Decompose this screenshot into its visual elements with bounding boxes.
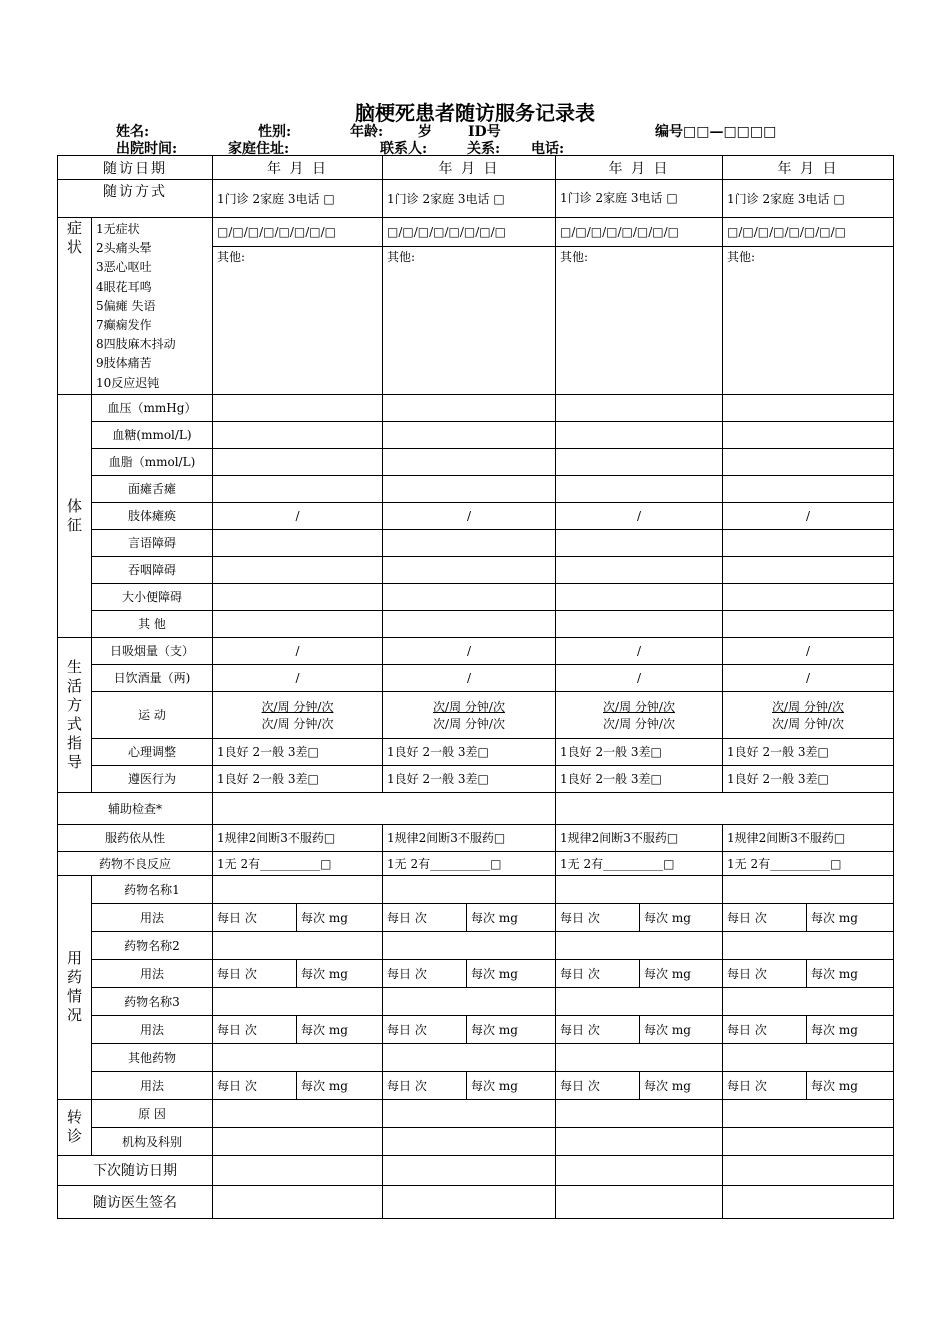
adverse-4[interactable]: 1无 2有__________□ (723, 851, 894, 875)
adverse-2[interactable]: 1无 2有__________□ (383, 851, 556, 875)
visit-date-3[interactable]: 年 月 日 (556, 156, 723, 180)
discharge-label: 出院时间: (116, 141, 178, 157)
visit-date-label: 随访日期 (58, 156, 213, 180)
sign-row (58, 556, 894, 583)
relation-label: 关系: (467, 141, 501, 157)
symptom-item: 9肢体痛苦 (96, 356, 152, 371)
drink-4[interactable]: / (723, 664, 894, 691)
institution-cell[interactable] (556, 1127, 723, 1155)
drug2-row (58, 931, 894, 959)
symptom-boxes-3[interactable]: □/□/□/□/□/□/□/□ (556, 218, 723, 247)
sign-row (58, 610, 894, 637)
symptom-item: 5偏瘫 失语 (96, 298, 156, 313)
referral-category: 转诊 (58, 1099, 92, 1155)
mental-1[interactable]: 1良好 2一般 3差□ (213, 738, 383, 765)
next-date-label: 下次随访日期 (58, 1155, 213, 1185)
daily-cell[interactable]: 每日 次 (213, 1071, 297, 1099)
lifestyle-category: 生活方式指导 (58, 637, 92, 792)
adherence-3[interactable]: 1规律2间断3不服药□ (556, 824, 723, 851)
compliance-row (58, 765, 894, 792)
daily-cell[interactable]: 每日 次 (213, 959, 297, 987)
sign-cell[interactable] (213, 529, 383, 556)
reason-cell[interactable] (723, 1099, 894, 1127)
sign-cell[interactable] (383, 475, 556, 502)
dose-cell[interactable]: 每次 mg (640, 903, 723, 931)
drug-name-cell[interactable] (556, 875, 723, 903)
followup-table (57, 155, 894, 1219)
visit-mode-2[interactable]: 1门诊 2家庭 3电话 □ (383, 180, 556, 218)
drug-name-cell[interactable] (556, 1043, 723, 1071)
drink-2[interactable]: / (383, 664, 556, 691)
daily-cell[interactable]: 每日 次 (723, 903, 807, 931)
sign-cell[interactable] (723, 421, 894, 448)
reason-label: 原 因 (92, 1099, 213, 1127)
exercise-4[interactable] (723, 691, 894, 738)
sign-cell[interactable] (723, 394, 894, 421)
sign-cell[interactable] (383, 394, 556, 421)
drink-label: 日饮酒量（两) (92, 664, 213, 691)
visit-date-1[interactable]: 年 月 日 (213, 156, 383, 180)
doctor-sign-label: 随访医生签名 (58, 1185, 213, 1218)
dose-cell[interactable]: 每次 mg (467, 903, 556, 931)
smoke-3[interactable]: / (556, 637, 723, 664)
exercise-label: 运 动 (92, 691, 213, 738)
sign-row (58, 529, 894, 556)
sign-cell[interactable] (213, 475, 383, 502)
sign-label: 面瘫舌瘫 (92, 475, 213, 502)
sign-cell[interactable] (383, 583, 556, 610)
drug3-row (58, 987, 894, 1015)
sign-label: 肢体瘫痪 (92, 502, 213, 529)
next-date-cell[interactable] (556, 1155, 723, 1185)
sign-cell[interactable] (556, 529, 723, 556)
drug3-label: 药物名称3 (92, 987, 213, 1015)
drug-name-cell[interactable] (383, 875, 556, 903)
sign-cell[interactable] (213, 394, 383, 421)
exercise-3[interactable] (556, 691, 723, 738)
drink-3[interactable]: / (556, 664, 723, 691)
institution-cell[interactable] (383, 1127, 556, 1155)
drug2-label: 药物名称2 (92, 931, 213, 959)
next-date-cell[interactable] (723, 1155, 894, 1185)
age-unit: 岁 (418, 124, 432, 140)
dose-cell[interactable]: 每次 mg (297, 1015, 383, 1043)
sign-cell[interactable] (556, 583, 723, 610)
sign-label: 血脂（mmol/L) (92, 448, 213, 475)
daily-cell[interactable]: 每日 次 (213, 903, 297, 931)
sign-label: 大小便障碍 (92, 583, 213, 610)
visit-mode-row (58, 180, 894, 218)
usage-label: 用法 (92, 959, 213, 987)
sign-cell[interactable] (213, 556, 383, 583)
address-label: 家庭住址: (228, 141, 290, 157)
adherence-4[interactable]: 1规律2间断3不服药□ (723, 824, 894, 851)
daily-cell[interactable]: 每日 次 (723, 959, 807, 987)
smoke-4[interactable]: / (723, 637, 894, 664)
drug-name-cell[interactable] (213, 1043, 383, 1071)
adherence-1[interactable]: 1规律2间断3不服药□ (213, 824, 383, 851)
drug-name-cell[interactable] (383, 987, 556, 1015)
drug-name-cell[interactable] (723, 875, 894, 903)
dose-cell[interactable]: 每次 mg (807, 903, 894, 931)
compliance-3[interactable]: 1良好 2一般 3差□ (556, 765, 723, 792)
drug-name-cell[interactable] (556, 987, 723, 1015)
symptom-category: 症状 (58, 218, 92, 395)
dose-cell[interactable]: 每次 mg (640, 1071, 723, 1099)
drink-1[interactable]: / (213, 664, 383, 691)
institution-cell[interactable] (723, 1127, 894, 1155)
sign-cell[interactable] (556, 448, 723, 475)
next-date-cell[interactable] (383, 1155, 556, 1185)
visit-mode-3[interactable]: 1门诊 2家庭 3电话 □ (556, 180, 723, 218)
symptom-item: 7癫痫发作 (96, 318, 152, 333)
reason-cell[interactable] (383, 1099, 556, 1127)
sign-row (58, 502, 894, 529)
institution-cell[interactable] (213, 1127, 383, 1155)
sign-category: 体征 (58, 394, 92, 637)
mental-2[interactable]: 1良好 2一般 3差□ (383, 738, 556, 765)
symptom-other-3[interactable]: 其他: (556, 246, 723, 394)
adherence-2[interactable]: 1规律2间断3不服药□ (383, 824, 556, 851)
symptom-item: 10反应迟钝 (96, 375, 160, 390)
symptom-boxes-1[interactable]: □/□/□/□/□/□/□/□ (213, 218, 383, 247)
age-label: 年龄: (350, 124, 384, 140)
limb-slash-1[interactable]: / (213, 502, 383, 529)
next-date-row (58, 1155, 894, 1185)
number-label: 编号□□—□□□□ (655, 124, 777, 140)
daily-cell[interactable]: 每日 次 (383, 1071, 467, 1099)
daily-cell[interactable]: 每日 次 (383, 959, 467, 987)
dose-cell[interactable]: 每次 mg (297, 959, 383, 987)
exercise-current[interactable]: 次/周 分钟/次 (433, 699, 505, 714)
drug-name-cell[interactable] (383, 931, 556, 959)
symptom-other-2[interactable]: 其他: (383, 246, 556, 394)
limb-slash-3[interactable]: / (556, 502, 723, 529)
symptom-item: 8四肢麻木抖动 (96, 337, 176, 352)
drug1-label: 药物名称1 (92, 875, 213, 903)
drug-name-cell[interactable] (383, 1043, 556, 1071)
limb-slash-2[interactable]: / (383, 502, 556, 529)
sign-cell[interactable] (723, 583, 894, 610)
symptom-boxes-2[interactable]: □/□/□/□/□/□/□/□ (383, 218, 556, 247)
drug-name-cell[interactable] (556, 931, 723, 959)
usage-row (58, 959, 894, 987)
dose-cell[interactable]: 每次 mg (467, 959, 556, 987)
symptom-item: 3恶心呕吐 (96, 260, 152, 275)
daily-cell[interactable]: 每日 次 (556, 959, 640, 987)
sign-cell[interactable] (556, 421, 723, 448)
sign-cell[interactable] (383, 610, 556, 637)
sex-label: 性别: (258, 124, 292, 140)
sign-cell[interactable] (383, 529, 556, 556)
adverse-1[interactable]: 1无 2有__________□ (213, 851, 383, 875)
usage-row (58, 1015, 894, 1043)
exercise-current[interactable]: 次/周 分钟/次 (772, 699, 844, 714)
dose-cell[interactable]: 每次 mg (297, 1071, 383, 1099)
visit-mode-4[interactable]: 1门诊 2家庭 3电话 □ (723, 180, 894, 218)
compliance-1[interactable]: 1良好 2一般 3差□ (213, 765, 383, 792)
exercise-2[interactable] (383, 691, 556, 738)
usage-row (58, 1071, 894, 1099)
aux-exam-row (58, 792, 894, 824)
compliance-4[interactable]: 1良好 2一般 3差□ (723, 765, 894, 792)
institution-label: 机构及科别 (92, 1127, 213, 1155)
sign-row (58, 475, 894, 502)
sign-cell[interactable] (556, 610, 723, 637)
sign-cell[interactable] (723, 556, 894, 583)
sign-row (58, 421, 894, 448)
sign-label: 言语障碍 (92, 529, 213, 556)
sign-cell[interactable] (723, 529, 894, 556)
sign-cell[interactable] (723, 448, 894, 475)
exercise-current[interactable]: 次/周 分钟/次 (603, 699, 675, 714)
drug-name-cell[interactable] (213, 931, 383, 959)
visit-date-2[interactable]: 年 月 日 (383, 156, 556, 180)
mental-3[interactable]: 1良好 2一般 3差□ (556, 738, 723, 765)
symptom-list (92, 218, 213, 395)
drug-other-label: 其他药物 (92, 1043, 213, 1071)
dose-cell[interactable]: 每次 mg (807, 1015, 894, 1043)
sign-cell[interactable] (383, 556, 556, 583)
dose-cell[interactable]: 每次 mg (807, 1071, 894, 1099)
exercise-target[interactable]: 次/周 分钟/次 (433, 716, 505, 731)
exercise-target[interactable]: 次/周 分钟/次 (772, 716, 844, 731)
contact-label: 联系人: (380, 141, 428, 157)
drug1-row (58, 875, 894, 903)
exercise-1[interactable] (213, 691, 383, 738)
form-title: 脑梗死患者随访服务记录表 (355, 101, 595, 125)
limb-slash-4[interactable]: / (723, 502, 894, 529)
smoke-1[interactable]: / (213, 637, 383, 664)
symptom-item: 4眼花耳鸣 (96, 279, 152, 294)
sign-label: 血压（mmHg） (92, 394, 213, 421)
usage-label: 用法 (92, 1071, 213, 1099)
drug-name-cell[interactable] (723, 1043, 894, 1071)
doctor-sign-cell[interactable] (723, 1185, 894, 1218)
symptom-item: 2头痛头晕 (96, 241, 152, 256)
daily-cell[interactable]: 每日 次 (213, 1015, 297, 1043)
daily-cell[interactable]: 每日 次 (383, 903, 467, 931)
sign-cell[interactable] (723, 475, 894, 502)
symptom-item: 1无症状 (96, 222, 140, 236)
visit-date-row (58, 156, 894, 180)
phone-label: 电话: (531, 141, 565, 157)
symptom-boxes-4[interactable]: □/□/□/□/□/□/□/□ (723, 218, 894, 247)
sign-row (58, 448, 894, 475)
name-label: 姓名: (116, 124, 150, 140)
aux-exam-1[interactable] (213, 792, 556, 824)
sign-cell[interactable] (213, 583, 383, 610)
sign-row (58, 394, 894, 421)
dose-cell[interactable]: 每次 mg (297, 903, 383, 931)
drug-name-cell[interactable] (723, 987, 894, 1015)
sign-row (58, 583, 894, 610)
mental-label: 心理调整 (92, 738, 213, 765)
usage-label: 用法 (92, 903, 213, 931)
sign-label: 其 他 (92, 610, 213, 637)
daily-cell[interactable]: 每日 次 (723, 1071, 807, 1099)
doctor-sign-cell[interactable] (213, 1185, 383, 1218)
symptom-other-1[interactable]: 其他: (213, 246, 383, 394)
symptom-row (58, 218, 894, 247)
sign-cell[interactable] (213, 448, 383, 475)
exercise-target[interactable]: 次/周 分钟/次 (261, 716, 334, 731)
sign-cell[interactable] (556, 475, 723, 502)
sign-cell[interactable] (556, 556, 723, 583)
sign-cell[interactable] (556, 394, 723, 421)
dose-cell[interactable]: 每次 mg (640, 959, 723, 987)
daily-cell[interactable]: 每日 次 (556, 1071, 640, 1099)
daily-cell[interactable]: 每日 次 (556, 1015, 640, 1043)
doctor-sign-cell[interactable] (556, 1185, 723, 1218)
daily-cell[interactable]: 每日 次 (383, 1015, 467, 1043)
referral-reason-row (58, 1099, 894, 1127)
sign-cell[interactable] (213, 421, 383, 448)
visit-mode-1[interactable]: 1门诊 2家庭 3电话 □ (213, 180, 383, 218)
sign-cell[interactable] (723, 610, 894, 637)
symptom-other-4[interactable]: 其他: (723, 246, 894, 394)
id-label: ID号 (468, 124, 501, 140)
sign-label: 吞咽障碍 (92, 556, 213, 583)
dose-cell[interactable]: 每次 mg (640, 1015, 723, 1043)
referral-institution-row (58, 1127, 894, 1155)
daily-cell[interactable]: 每日 次 (723, 1015, 807, 1043)
sign-cell[interactable] (383, 421, 556, 448)
drug-name-cell[interactable] (213, 875, 383, 903)
usage-label: 用法 (92, 1015, 213, 1043)
dose-cell[interactable]: 每次 mg (467, 1015, 556, 1043)
doctor-sign-cell[interactable] (383, 1185, 556, 1218)
sign-cell[interactable] (383, 448, 556, 475)
drink-row (58, 664, 894, 691)
exercise-current[interactable]: 次/周 分钟/次 (261, 699, 334, 714)
smoke-label: 日吸烟量（支） (92, 637, 213, 664)
usage-row (58, 903, 894, 931)
exercise-row (58, 691, 894, 738)
mental-row (58, 738, 894, 765)
exercise-target[interactable]: 次/周 分钟/次 (603, 716, 675, 731)
compliance-2[interactable]: 1良好 2一般 3差□ (383, 765, 556, 792)
smoke-2[interactable]: / (383, 637, 556, 664)
aux-exam-2[interactable] (556, 792, 894, 824)
adverse-3[interactable]: 1无 2有__________□ (556, 851, 723, 875)
reason-cell[interactable] (556, 1099, 723, 1127)
dose-cell[interactable]: 每次 mg (807, 959, 894, 987)
smoke-row (58, 637, 894, 664)
drug-name-cell[interactable] (213, 987, 383, 1015)
mental-4[interactable]: 1良好 2一般 3差□ (723, 738, 894, 765)
medication-category: 用药情况 (58, 875, 92, 1099)
drug-other-row (58, 1043, 894, 1071)
adherence-label: 服药依从性 (58, 824, 213, 851)
compliance-label: 遵医行为 (92, 765, 213, 792)
visit-mode-label: 随访方式 (58, 180, 213, 218)
adverse-row (58, 851, 894, 875)
sign-label: 血糖(mmol/L) (92, 421, 213, 448)
next-date-cell[interactable] (213, 1155, 383, 1185)
adverse-label: 药物不良反应 (58, 851, 213, 875)
reason-cell[interactable] (213, 1099, 383, 1127)
dose-cell[interactable]: 每次 mg (467, 1071, 556, 1099)
aux-exam-label: 辅助检查* (58, 792, 213, 824)
drug-name-cell[interactable] (723, 931, 894, 959)
sign-cell[interactable] (213, 610, 383, 637)
doctor-sign-row (58, 1185, 894, 1218)
daily-cell[interactable]: 每日 次 (556, 903, 640, 931)
adherence-row (58, 824, 894, 851)
visit-date-4[interactable]: 年 月 日 (723, 156, 894, 180)
